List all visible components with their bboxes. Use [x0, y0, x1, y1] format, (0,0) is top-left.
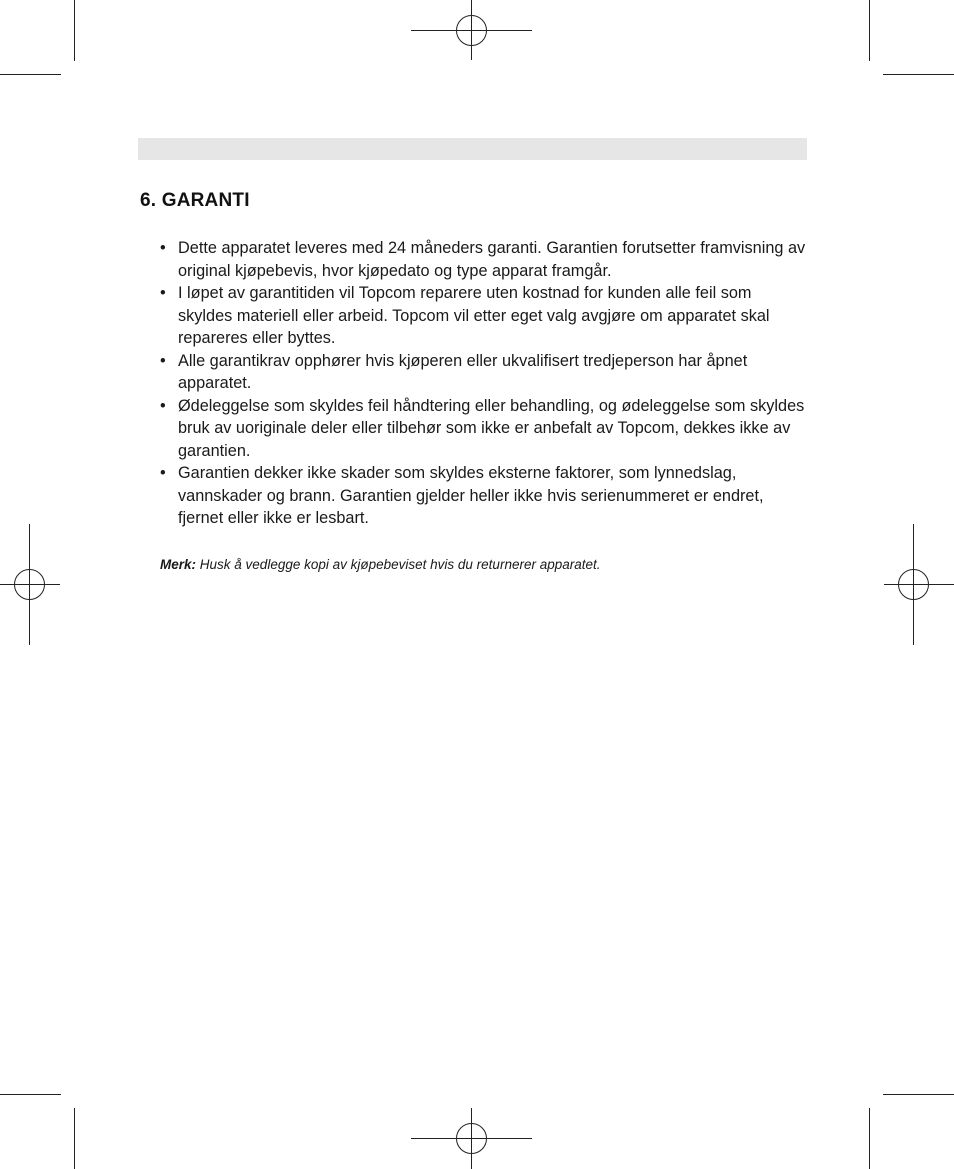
list-item: [160, 462, 808, 530]
bullet-icon: •: [160, 239, 166, 257]
registration-mark-top: [411, 0, 532, 60]
warranty-list: [160, 237, 808, 530]
list-item-text: I løpet av garantitiden vil Topcom reparere uten kostnad for kunden alle feil som skyldes materiell eller arbeid. Topcom vil etter eget valg avgjøre om apparatet skal repareres eller byttes.: [178, 284, 770, 347]
registration-mark-left: [0, 524, 60, 645]
bullet-icon: •: [160, 396, 166, 415]
list-item-text: Dette apparatet leveres med 24 måneders garanti. Garantien forutsetter framvisning av original kjøpebevis, hvor kjøpedato og type apparat framgår.: [178, 239, 806, 280]
list-item-text: Alle garantikrav opphører hvis kjøperen eller ukvalifisert tredjeperson har åpnet apparatet.: [178, 351, 748, 392]
list-item: [160, 237, 808, 282]
list-item: [160, 395, 808, 463]
note: [160, 557, 601, 572]
section-title: 6. GARANTI: [140, 190, 250, 211]
list-item: [160, 282, 808, 350]
list-item-text: Ødeleggelse som skyldes feil håndtering eller behandling, og ødeleggelse som skyldes bruk av uoriginale deler eller tilbehør som ikke er anbefalt av Topcom, dekkes ikke av garantien.: [178, 396, 805, 460]
bullet-icon: •: [160, 464, 166, 482]
note-text: Husk å vedlegge kopi av kjøpebeviset hvis du returnerer apparatet.: [199, 557, 601, 572]
header-bar: [138, 138, 807, 160]
list-item: [160, 350, 808, 395]
note-label: Merk:: [160, 557, 197, 572]
list-item-text: Garantien dekker ikke skader som skyldes eksterne faktorer, som lynnedslag, vannskader og brann. Garantien gjelder heller ikke hvis serienummeret er endret, fjernet eller ikke er lesbart.: [178, 464, 764, 527]
bullet-icon: •: [160, 284, 166, 302]
registration-mark-right: [884, 524, 954, 645]
registration-mark-bottom: [411, 1108, 532, 1169]
bullet-icon: •: [160, 351, 166, 370]
